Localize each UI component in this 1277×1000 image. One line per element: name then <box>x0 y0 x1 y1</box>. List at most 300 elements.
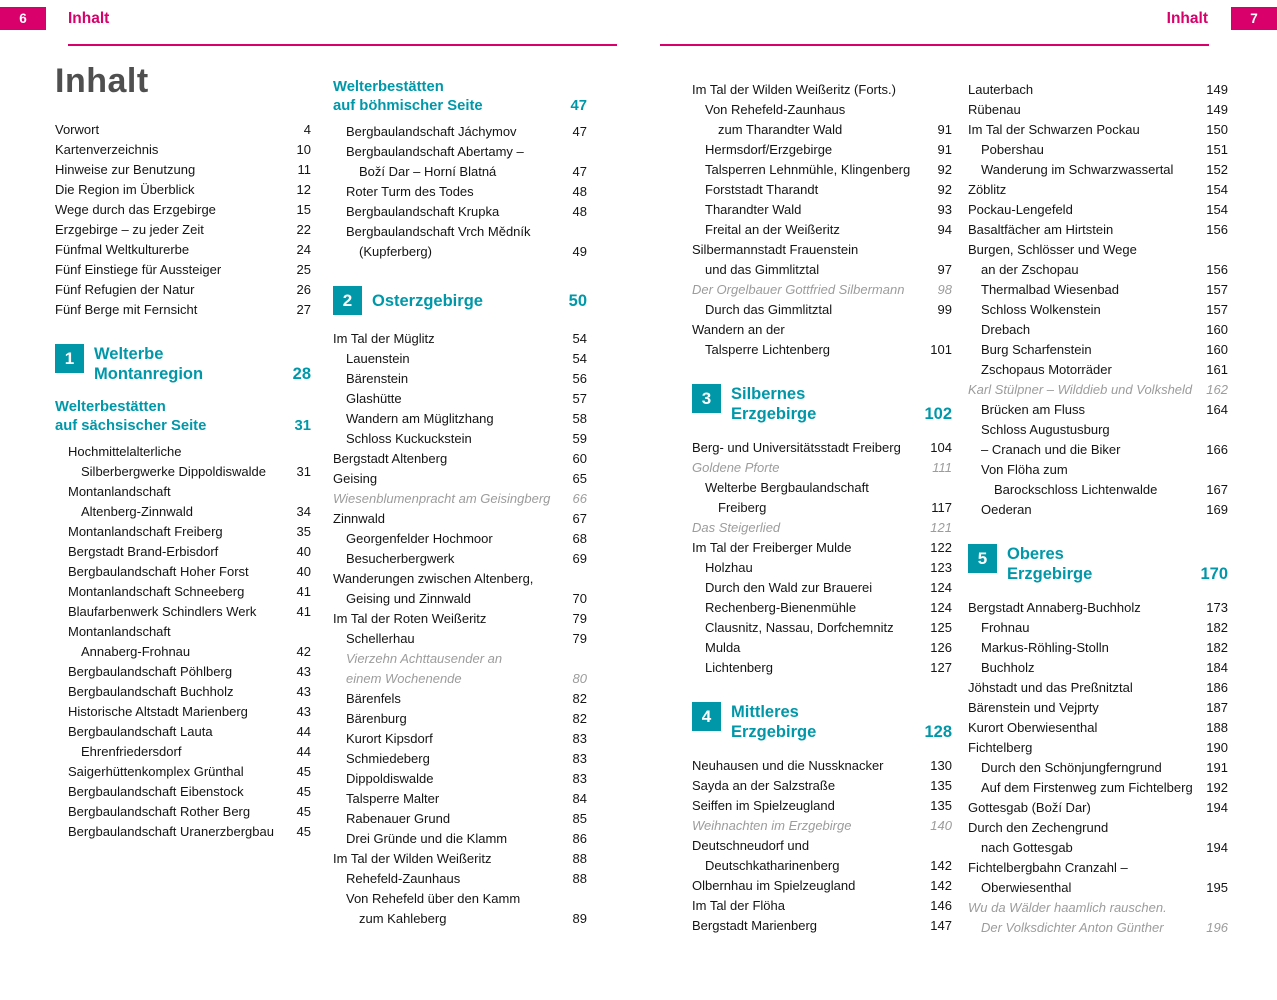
section-heading <box>968 544 1228 584</box>
toc-entry-page-number: 190 <box>1206 740 1228 755</box>
toc-entry <box>968 440 1228 460</box>
subsection-title-line <box>55 398 311 417</box>
toc-entry-page-number: 111 <box>932 460 952 475</box>
toc-entry-label: Bergbaulandschaft Uranerzbergbau <box>68 824 274 839</box>
toc-entry-label: Glashütte <box>346 391 402 406</box>
toc-entry <box>333 509 587 529</box>
toc-entry-label: Hermsdorf/Erzgebirge <box>705 142 833 157</box>
toc-entry-page-number: 124 <box>930 580 952 595</box>
section-title-line <box>94 345 311 365</box>
toc-entry-page-number: 83 <box>572 751 587 766</box>
toc-entry <box>692 638 952 658</box>
toc-entry <box>333 549 587 569</box>
toc-entry-label: Olbernhau im Spielzeugland <box>692 878 856 893</box>
section-heading <box>692 702 952 742</box>
section-heading <box>692 384 952 424</box>
toc-entry <box>333 182 587 202</box>
toc-entry-label: Durch den Wald zur Brauerei <box>705 580 873 595</box>
toc-entry-list <box>692 80 952 360</box>
toc-entry-label: Lauenstein <box>346 351 410 366</box>
toc-entry <box>692 478 952 498</box>
section-title-text: Erzgebirge <box>731 404 817 423</box>
toc-entry-page-number: 92 <box>937 162 952 177</box>
toc-entry-label: Kartenverzeichnis <box>55 142 159 157</box>
toc-entry-label: Bärenburg <box>346 711 407 726</box>
toc-entry <box>55 602 311 622</box>
toc-entry-label: Vorwort <box>55 122 100 137</box>
toc-entry-label: Bärenfels <box>346 691 401 706</box>
toc-entry-label: Schmiedeberg <box>346 751 430 766</box>
toc-entry-label: Durch das Gimmlitztal <box>705 302 833 317</box>
section-number-badge: 3 <box>692 384 721 413</box>
section-page-number: 128 <box>924 722 952 741</box>
toc-entry <box>333 649 587 669</box>
subsection-page-number: 31 <box>294 418 311 434</box>
toc-entry <box>333 449 587 469</box>
toc-entry <box>55 582 311 602</box>
toc-entry-page-number: 89 <box>572 911 587 926</box>
toc-entry <box>333 202 587 222</box>
toc-entry <box>968 778 1228 798</box>
toc-entry <box>968 300 1228 320</box>
toc-entry-page-number: 54 <box>572 331 587 346</box>
toc-entry <box>55 280 311 300</box>
toc-entry-label: Hinweise zur Benutzung <box>55 162 196 177</box>
toc-entry-page-number: 45 <box>296 824 311 839</box>
subsection-heading <box>333 78 587 116</box>
toc-entry-page-number: 85 <box>572 811 587 826</box>
toc-entry-page-number: 187 <box>1206 700 1228 715</box>
toc-entry <box>692 120 952 140</box>
toc-entry-page-number: 91 <box>937 142 952 157</box>
toc-entry-label: Geising und Zinnwald <box>346 591 472 606</box>
toc-entry <box>333 749 587 769</box>
section-title-line <box>94 365 311 385</box>
toc-entry-label: (Kupferberg) <box>359 244 432 259</box>
toc-entry-page-number: 142 <box>930 878 952 893</box>
page-right <box>640 0 1277 1000</box>
toc-entry <box>968 420 1228 440</box>
toc-entry <box>692 856 952 876</box>
toc-entry-label: Markus-Röhling-Stolln <box>981 640 1109 655</box>
toc-entry <box>333 789 587 809</box>
toc-entry-page-number: 92 <box>937 182 952 197</box>
toc-entry <box>333 489 587 509</box>
toc-entry-label: Bergstadt Marienberg <box>692 918 818 933</box>
toc-entry <box>968 320 1228 340</box>
toc-entry-label: Fünfmal Weltkulturerbe <box>55 242 190 257</box>
toc-entry-page-number: 135 <box>930 778 952 793</box>
toc-entry-label: Im Tal der Freiberger Mulde <box>692 540 852 555</box>
toc-entry-label: Von Rehefeld-Zaunhaus <box>705 102 846 117</box>
toc-entry-page-number: 15 <box>296 202 311 217</box>
toc-entry <box>968 120 1228 140</box>
toc-entry <box>692 618 952 638</box>
toc-entry-page-number: 157 <box>1206 302 1228 317</box>
toc-entry-label: Thermalbad Wiesenbad <box>981 282 1120 297</box>
section-page-number: 102 <box>924 404 952 423</box>
toc-entry <box>692 160 952 180</box>
section-number-badge: 2 <box>333 286 362 315</box>
toc-entry-list <box>968 80 1228 520</box>
toc-entry-label: Im Tal der Wilden Weißeritz <box>333 851 492 866</box>
toc-entry <box>968 160 1228 180</box>
toc-entry-page-number: 48 <box>572 184 587 199</box>
toc-entry-page-number: 47 <box>572 124 587 139</box>
toc-entry-label: Bergbaulandschaft Abertamy – <box>346 144 524 159</box>
toc-entry-label: Vierzehn Achttausender an <box>346 651 503 666</box>
section-title <box>731 702 952 742</box>
toc-entry-label: Lauterbach <box>968 82 1034 97</box>
toc-entry-label: Karl Stülpner – Wilddieb und Volksheld <box>968 382 1193 397</box>
section-title-text: Oberes <box>1007 545 1064 563</box>
toc-entry-label: Bergbaulandschaft Lauta <box>68 724 213 739</box>
toc-entry-label: Talsperren Lehnmühle, Klingenberg <box>705 162 911 177</box>
toc-entry <box>333 329 587 349</box>
toc-entry-label: Auf dem Firstenweg zum Fichtelberg <box>981 780 1193 795</box>
toc-entry-page-number: 104 <box>930 440 952 455</box>
toc-entry <box>968 858 1228 878</box>
toc-entry-page-number: 188 <box>1206 720 1228 735</box>
section-title-line <box>731 405 952 425</box>
toc-entry <box>55 240 311 260</box>
toc-column-right-1 <box>692 80 952 936</box>
toc-entry <box>55 442 311 462</box>
toc-entry-page-number: 154 <box>1206 182 1228 197</box>
toc-entry-page-number: 182 <box>1206 640 1228 655</box>
toc-entry <box>333 389 587 409</box>
toc-entry-page-number: 151 <box>1206 142 1228 157</box>
toc-entry-page-number: 67 <box>572 511 587 526</box>
toc-entry-page-number: 99 <box>937 302 952 317</box>
toc-entry-page-number: 121 <box>930 520 952 535</box>
toc-entry-label: Brücken am Fluss <box>981 402 1086 417</box>
toc-entry-page-number: 45 <box>296 764 311 779</box>
toc-entry <box>55 502 311 522</box>
toc-entry-label: Von Flöha zum <box>981 462 1068 477</box>
toc-entry-page-number: 194 <box>1206 800 1228 815</box>
toc-entry-page-number: 43 <box>296 704 311 719</box>
toc-entry-page-number: 164 <box>1206 402 1228 417</box>
toc-entry <box>692 836 952 856</box>
section-page-number: 28 <box>292 364 311 383</box>
toc-entry-label: Im Tal der Schwarzen Pockau <box>968 122 1140 137</box>
section-number-badge: 1 <box>55 344 84 373</box>
toc-entry-page-number: 41 <box>296 584 311 599</box>
toc-entry-label: einem Wochenende <box>346 671 462 686</box>
toc-entry-page-number: 123 <box>930 560 952 575</box>
toc-entry <box>333 729 587 749</box>
toc-entry-page-number: 196 <box>1206 920 1228 935</box>
toc-entry-label: Im Tal der Müglitz <box>333 331 435 346</box>
toc-main-title: Inhalt <box>55 62 149 100</box>
toc-entry <box>333 429 587 449</box>
toc-entry-page-number: 25 <box>296 262 311 277</box>
toc-entry <box>968 878 1228 898</box>
subsection-title-line <box>333 97 587 116</box>
toc-entry <box>692 220 952 240</box>
toc-entry-label: Clausnitz, Nassau, Dorfchemnitz <box>705 620 894 635</box>
toc-entry-page-number: 101 <box>930 342 952 357</box>
toc-entry-label: Schloss Augustusburg <box>981 422 1110 437</box>
toc-entry-page-number: 4 <box>303 122 311 137</box>
toc-entry <box>968 220 1228 240</box>
toc-entry-page-number: 40 <box>296 564 311 579</box>
toc-entry-page-number: 31 <box>296 464 311 479</box>
toc-entry-page-number: 162 <box>1206 382 1228 397</box>
toc-entry-label: Wanderungen zwischen Altenberg, <box>333 571 534 586</box>
toc-entry-label: Bergbaulandschaft Rother Berg <box>68 804 251 819</box>
toc-entry-label: Bergstadt Altenberg <box>333 451 448 466</box>
toc-entry <box>692 578 952 598</box>
toc-entry-page-number: 57 <box>572 391 587 406</box>
toc-entry-label: Pobershau <box>981 142 1044 157</box>
toc-entry-label: Besucherbergwerk <box>346 551 455 566</box>
toc-entry-page-number: 24 <box>296 242 311 257</box>
toc-entry-label: zum Kahleberg <box>359 911 447 926</box>
toc-entry-label: Oberwiesenthal <box>981 880 1072 895</box>
toc-entry-page-number: 82 <box>572 691 587 706</box>
section-title-line <box>1007 565 1228 585</box>
subsection-page-number: 47 <box>570 98 587 114</box>
toc-entry <box>692 320 952 340</box>
toc-entry-page-number: 41 <box>296 604 311 619</box>
toc-entry <box>55 120 311 140</box>
toc-entry-page-number: 34 <box>296 504 311 519</box>
toc-entry <box>55 562 311 582</box>
toc-entry-page-number: 130 <box>930 758 952 773</box>
toc-entry-page-number: 157 <box>1206 282 1228 297</box>
toc-entry-page-number: 84 <box>572 791 587 806</box>
toc-entry <box>968 180 1228 200</box>
toc-entry <box>333 589 587 609</box>
toc-entry-page-number: 59 <box>572 431 587 446</box>
toc-entry <box>692 816 952 836</box>
toc-entry-label: Forststadt Tharandt <box>705 182 819 197</box>
toc-entry-page-number: 135 <box>930 798 952 813</box>
toc-entry-label: Annaberg-Frohnau <box>81 644 191 659</box>
toc-entry-label: Bergbaulandschaft Hoher Forst <box>68 564 249 579</box>
toc-entry-page-number: 161 <box>1206 362 1228 377</box>
toc-entry <box>333 369 587 389</box>
toc-entry-page-number: 83 <box>572 731 587 746</box>
toc-entry <box>333 122 587 142</box>
toc-entry <box>692 538 952 558</box>
toc-entry <box>968 738 1228 758</box>
toc-entry-label: Buchholz <box>981 660 1035 675</box>
toc-entry <box>968 140 1228 160</box>
toc-entry-page-number: 80 <box>572 671 587 686</box>
toc-entry-page-number: 45 <box>296 784 311 799</box>
toc-entry-page-number: 146 <box>930 898 952 913</box>
toc-entry <box>333 222 587 242</box>
page-number-badge-right: 7 <box>1231 7 1277 30</box>
toc-entry-label: Schloss Wolkenstein <box>981 302 1101 317</box>
toc-entry <box>968 500 1228 520</box>
toc-entry-label: Die Region im Überblick <box>55 182 195 197</box>
toc-entry-page-number: 152 <box>1206 162 1228 177</box>
toc-entry-page-number: 60 <box>572 451 587 466</box>
toc-entry-label: Welterbe Bergbaulandschaft <box>705 480 869 495</box>
toc-entry-label: Boží Dar – Horní Blatná <box>359 164 497 179</box>
toc-entry <box>333 162 587 182</box>
toc-entry <box>55 522 311 542</box>
toc-entry <box>968 240 1228 260</box>
toc-entry-label: Jöhstadt und das Preßnitztal <box>968 680 1133 695</box>
toc-entry-label: Frohnau <box>981 620 1030 635</box>
toc-entry <box>55 220 311 240</box>
toc-entry-page-number: 160 <box>1206 342 1228 357</box>
toc-entry-label: Freital an der Weißeritz <box>705 222 840 237</box>
toc-entry <box>692 916 952 936</box>
toc-entry-label: Bergbaulandschaft Eibenstock <box>68 784 244 799</box>
toc-entry-page-number: 194 <box>1206 840 1228 855</box>
subsection-title-line <box>333 78 587 97</box>
toc-entry <box>55 722 311 742</box>
toc-entry-page-number: 88 <box>572 871 587 886</box>
toc-entry <box>692 300 952 320</box>
toc-entry-label: Bergstadt Brand-Erbisdorf <box>68 544 219 559</box>
section-title <box>94 344 311 384</box>
toc-entry <box>333 849 587 869</box>
toc-entry <box>692 260 952 280</box>
toc-entry-label: Fichtelberg <box>968 740 1033 755</box>
toc-entry <box>692 896 952 916</box>
toc-entry-label: an der Zschopau <box>981 262 1079 277</box>
toc-entry <box>55 482 311 502</box>
toc-entry-page-number: 58 <box>572 411 587 426</box>
toc-entry <box>968 400 1228 420</box>
toc-entry-label: Rechenberg-Bienenmühle <box>705 600 857 615</box>
toc-entry-label: Bärenstein und Vejprty <box>968 700 1099 715</box>
toc-entry <box>333 689 587 709</box>
toc-entry-page-number: 173 <box>1206 600 1228 615</box>
toc-entry-list <box>333 122 587 262</box>
toc-entry-label: Kurort Kipsdorf <box>346 731 433 746</box>
toc-entry-page-number: 11 <box>297 162 311 177</box>
toc-entry <box>333 629 587 649</box>
toc-entry <box>333 609 587 629</box>
toc-entry-label: Der Orgelbauer Gottfried Silbermann <box>692 282 905 297</box>
toc-entry <box>333 469 587 489</box>
toc-entry-page-number: 149 <box>1206 82 1228 97</box>
toc-entry <box>692 558 952 578</box>
section-number-badge: 4 <box>692 702 721 731</box>
toc-entry <box>55 200 311 220</box>
toc-entry-page-number: 88 <box>572 851 587 866</box>
toc-entry-label: Georgenfelder Hochmoor <box>346 531 493 546</box>
toc-entry <box>55 160 311 180</box>
section-title-text: Erzgebirge <box>1007 564 1093 583</box>
toc-entry-page-number: 43 <box>296 684 311 699</box>
toc-entry <box>333 709 587 729</box>
toc-entry-page-number: 79 <box>572 611 587 626</box>
toc-entry-label: Wandern an der <box>692 322 785 337</box>
header-rule-left <box>68 44 617 46</box>
section-title-line <box>372 292 587 312</box>
toc-entry <box>968 460 1228 480</box>
toc-entry <box>968 380 1228 400</box>
toc-entry <box>968 280 1228 300</box>
toc-entry-page-number: 22 <box>296 222 311 237</box>
toc-column-left-2 <box>333 78 587 929</box>
toc-entry <box>968 618 1228 638</box>
section-title-text: Silbernes <box>731 385 806 403</box>
toc-entry-label: Montanlandschaft <box>68 484 171 499</box>
toc-entry <box>55 140 311 160</box>
section-page-number: 50 <box>568 292 587 310</box>
toc-entry <box>55 742 311 762</box>
page-number-badge-left: 6 <box>0 7 46 30</box>
toc-entry-label: Pockau-Lengefeld <box>968 202 1073 217</box>
toc-entry-page-number: 156 <box>1206 222 1228 237</box>
toc-entry-label: Tharandter Wald <box>705 202 802 217</box>
toc-entry <box>692 776 952 796</box>
toc-entry-page-number: 10 <box>296 142 311 157</box>
toc-entry <box>55 782 311 802</box>
toc-entry-label: – Cranach und die Biker <box>981 442 1121 457</box>
toc-entry-label: Durch den Zechengrund <box>968 820 1109 835</box>
toc-entry-page-number: 140 <box>930 818 952 833</box>
toc-entry <box>968 100 1228 120</box>
toc-entry <box>692 80 952 100</box>
toc-entry <box>55 462 311 482</box>
toc-entry-label: Saigerhüttenkomplex Grünthal <box>68 764 244 779</box>
toc-entry-page-number: 186 <box>1206 680 1228 695</box>
toc-entry-page-number: 93 <box>937 202 952 217</box>
toc-entry-label: Bergbaulandschaft Jáchymov <box>346 124 517 139</box>
toc-entry-list <box>968 598 1228 938</box>
toc-entry-page-number: 48 <box>572 204 587 219</box>
toc-entry-label: Bergbaulandschaft Pöhlberg <box>68 664 233 679</box>
toc-entry <box>55 260 311 280</box>
toc-entry-label: Fünf Berge mit Fernsicht <box>55 302 198 317</box>
toc-entry-page-number: 26 <box>296 282 311 297</box>
toc-entry-label: Fichtelbergbahn Cranzahl – <box>968 860 1128 875</box>
toc-entry <box>55 802 311 822</box>
toc-entry-label: Schloss Kuckuckstein <box>346 431 472 446</box>
toc-entry-page-number: 126 <box>930 640 952 655</box>
toc-entry-page-number: 166 <box>1206 442 1228 457</box>
toc-entry <box>968 898 1228 918</box>
section-heading <box>333 286 587 315</box>
toc-entry <box>55 662 311 682</box>
toc-entry-label: Goldene Pforte <box>692 460 780 475</box>
toc-entry-page-number: 68 <box>572 531 587 546</box>
toc-entry-page-number: 44 <box>296 744 311 759</box>
toc-entry <box>692 100 952 120</box>
toc-entry <box>55 642 311 662</box>
toc-entry-page-number: 56 <box>572 371 587 386</box>
section-title <box>372 286 587 315</box>
toc-entry-page-number: 40 <box>296 544 311 559</box>
section-number-badge: 5 <box>968 544 997 573</box>
toc-entry-list <box>333 329 587 929</box>
toc-entry-page-number: 91 <box>937 122 952 137</box>
toc-entry-page-number: 35 <box>296 524 311 539</box>
toc-column-right-2 <box>968 80 1228 938</box>
toc-entry-list <box>692 756 952 936</box>
toc-entry-page-number: 54 <box>572 351 587 366</box>
toc-entry-label: nach Gottesgab <box>981 840 1073 855</box>
section-title-line <box>731 723 952 743</box>
toc-entry <box>968 718 1228 738</box>
toc-entry-label: Wandern am Müglitzhang <box>346 411 494 426</box>
toc-entry-page-number: 82 <box>572 711 587 726</box>
toc-entry <box>333 829 587 849</box>
toc-entry-page-number: 125 <box>930 620 952 635</box>
toc-entry-label: Drebach <box>981 322 1031 337</box>
